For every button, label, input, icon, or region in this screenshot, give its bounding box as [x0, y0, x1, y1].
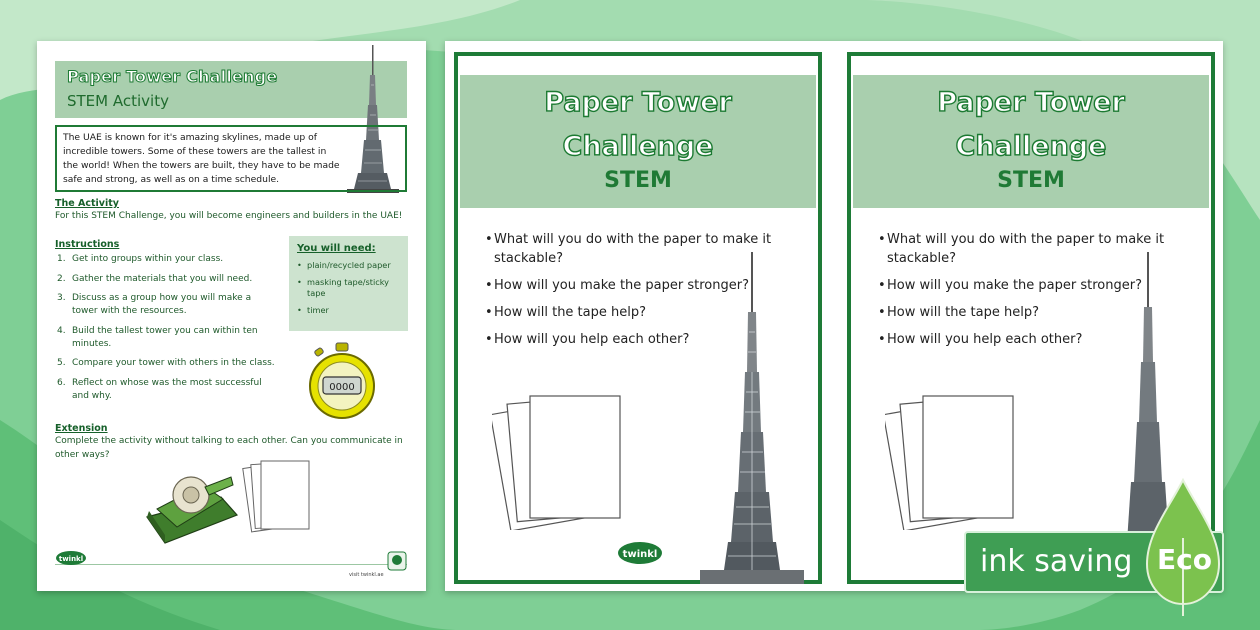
instructions-heading: Instructions: [55, 239, 120, 250]
materials-box: [289, 236, 408, 331]
list-item: • plain/recycled paper: [297, 260, 391, 270]
extension-text: Complete the activity without talking to each other. Can you communicate in other ways?: [55, 436, 403, 460]
list-item: 2. Gather the materials that you will need.: [57, 273, 253, 284]
list-item: 6. Reflect on whose was the most successful and why.: [57, 377, 262, 401]
list-item: • What will you do with the paper to make it stackable?: [485, 232, 772, 266]
list-item: • How will you help each other?: [485, 332, 690, 347]
burj-khalifa-icon: [700, 252, 804, 584]
list-item: • timer: [297, 305, 329, 315]
card-title-line2: Challenge: [562, 131, 714, 162]
card-title-line1: Paper Tower: [937, 87, 1125, 118]
intro-box: [55, 125, 407, 192]
list-item: • How will you make the paper stronger?: [485, 278, 749, 293]
worksheet-logo-text: twinkl: [58, 555, 84, 563]
list-item: 1. Get into groups within your class.: [57, 254, 224, 264]
list-item: • How will you make the paper stronger?: [878, 278, 1142, 293]
paper-stack-icon: [241, 457, 315, 539]
instructions-list: [57, 253, 275, 409]
card-title-line1: Paper Tower: [544, 87, 732, 118]
list-item: 3. Discuss as a group how you will make a tower with the resources.: [57, 293, 252, 316]
badge-icon: [387, 551, 407, 571]
intro-text: The UAE is known for it's amazing skylines, made up of incredible towers. Some of these towers are the tallest in the world! When the towers are built, they have to be made safe and strong, as well as on a time schedule.: [63, 132, 340, 185]
svg-text:0000: 0000: [329, 382, 355, 393]
tape-dispenser-icon: [143, 465, 241, 547]
materials-list: [297, 260, 400, 316]
worksheet-footer-line: [55, 564, 407, 565]
worksheet-page: [37, 41, 426, 591]
eco-word: Eco: [1157, 543, 1212, 576]
twinkl-logo-icon: [616, 540, 664, 566]
card-header: [853, 75, 1209, 208]
materials-heading: You will need:: [297, 243, 376, 254]
prompt-card-1: [454, 52, 822, 584]
list-item: • masking tape/sticky tape: [297, 277, 390, 298]
list-item: 5. Compare your tower with others in the class.: [57, 358, 275, 368]
card-header: [460, 75, 816, 208]
card-stem: STEM: [604, 168, 672, 193]
twinkl-logo-icon: [55, 550, 87, 566]
list-item: • How will the tape help?: [485, 305, 647, 320]
extension-heading: Extension: [55, 423, 108, 434]
list-item: • How will the tape help?: [878, 305, 1040, 320]
paper-stack-icon: [492, 388, 632, 530]
footer-url: visit twinkl.ae: [349, 572, 384, 578]
card-stem: STEM: [997, 168, 1065, 193]
activity-heading: The Activity: [55, 198, 119, 209]
paper-stack-icon: [885, 388, 1025, 530]
worksheet-subtitle: STEM Activity: [67, 92, 169, 110]
ink-saving-label: ink saving: [980, 544, 1133, 579]
stopwatch-icon: [305, 341, 379, 421]
card-logo-text: twinkl: [622, 549, 658, 560]
activity-text: For this STEM Challenge, you will become engineers and builders in the UAE!: [55, 211, 403, 221]
worksheet-title: Paper Tower Challenge: [67, 67, 278, 86]
cards-page: [445, 41, 1223, 591]
list-item: • How will you help each other?: [878, 332, 1083, 347]
card-title-line2: Challenge: [955, 131, 1107, 162]
list-item: 4. Build the tallest tower you can within ten minutes.: [57, 325, 258, 349]
list-item: • What will you do with the paper to make it stackable?: [878, 232, 1165, 266]
